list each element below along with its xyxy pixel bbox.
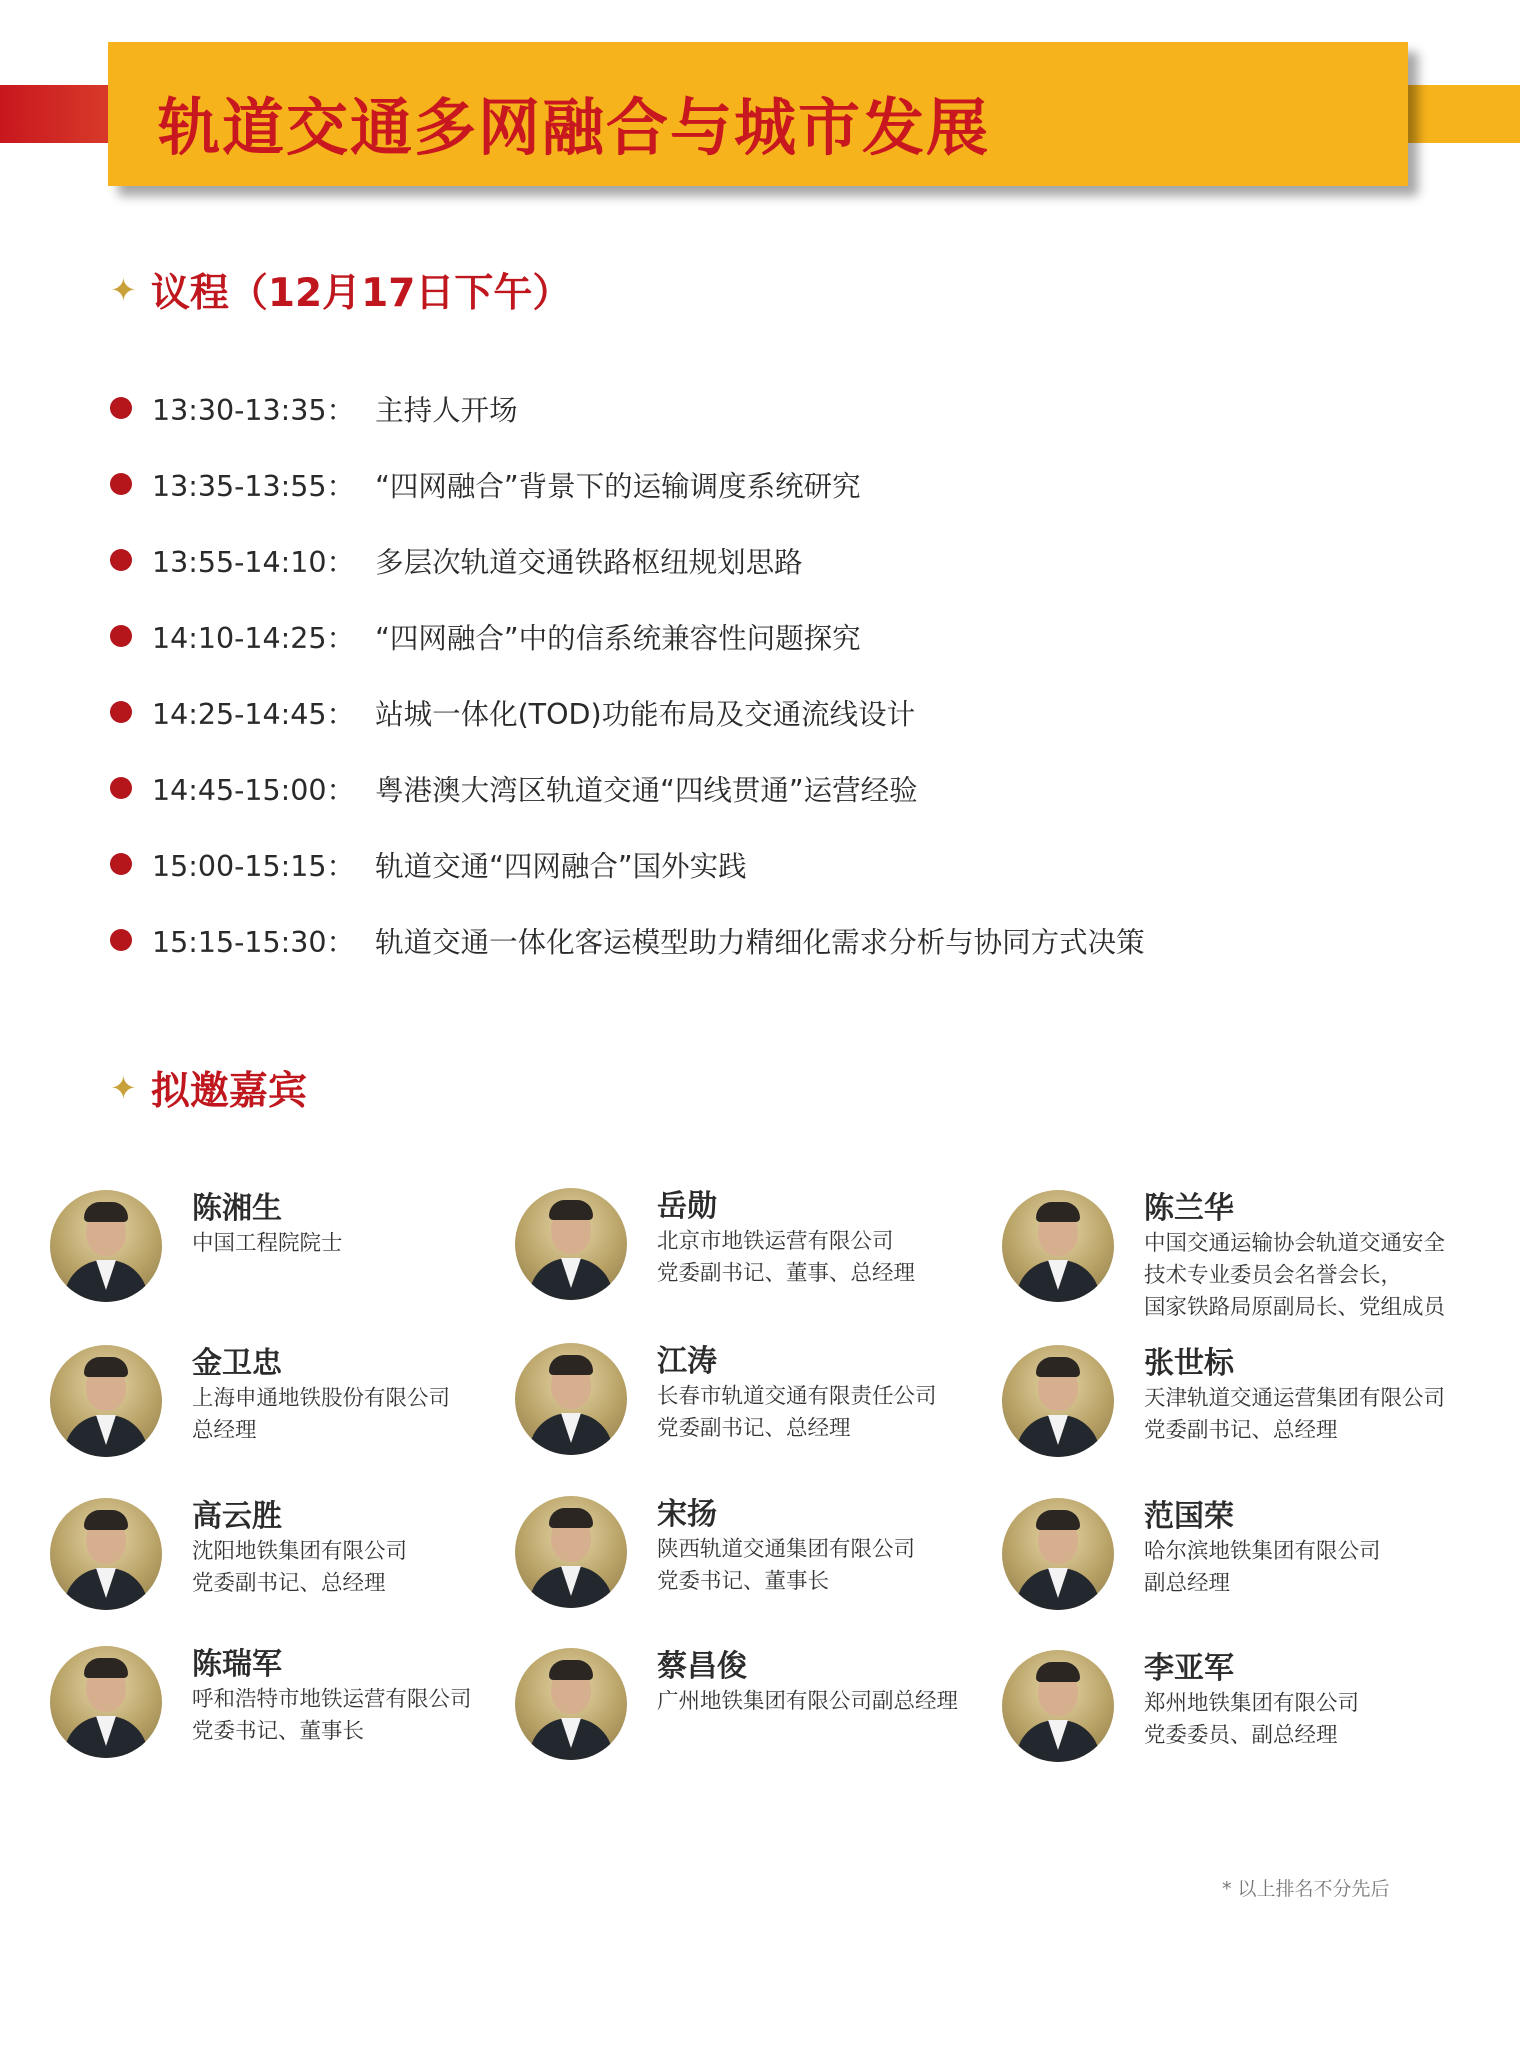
bullet-icon <box>110 777 132 799</box>
guest-card <box>515 1188 915 1300</box>
bullet-icon <box>110 397 132 419</box>
agenda-list <box>110 370 1145 978</box>
guests-heading <box>110 1060 307 1116</box>
bullet-icon <box>110 853 132 875</box>
guest-avatar <box>50 1190 162 1302</box>
guest-name: 范国荣 <box>1144 1499 1234 1534</box>
guest-avatar <box>50 1498 162 1610</box>
guest-name: 蔡昌俊 <box>657 1649 747 1684</box>
agenda-item <box>110 674 1145 750</box>
guest-card <box>1002 1345 1445 1457</box>
guest-avatar <box>515 1648 627 1760</box>
guest-avatar <box>515 1343 627 1455</box>
guest-title: 长春市轨道交通有限责任公司 <box>657 1384 937 1409</box>
guest-title: 党委书记、董事长 <box>192 1719 365 1744</box>
bullet-icon <box>110 701 132 723</box>
agenda-item <box>110 826 1145 902</box>
guest-name: 高云胜 <box>192 1499 282 1534</box>
guest-title: 北京市地铁运营有限公司 <box>657 1229 894 1254</box>
guest-title: 陕西轨道交通集团有限公司 <box>657 1537 916 1562</box>
agenda-topic: “四网融合”中的信系统兼容性问题探究 <box>375 621 861 655</box>
guest-title: 国家铁路局原副局长、党组成员 <box>1144 1295 1446 1320</box>
guest-title: 技术专业委员会名誉会长， <box>1144 1263 1403 1288</box>
guest-card <box>50 1345 450 1457</box>
agenda-time: 13:55-14:10： <box>152 545 356 579</box>
guest-card <box>1002 1190 1445 1324</box>
bullet-icon <box>110 929 132 951</box>
star-icon: ✦ <box>110 1069 137 1107</box>
guests-heading-text: 拟邀嘉宾 <box>150 1069 307 1114</box>
agenda-topic: 粤港澳大湾区轨道交通“四线贯通”运营经验 <box>375 773 918 807</box>
guest-name: 江涛 <box>657 1344 717 1379</box>
guest-title: 总经理 <box>192 1418 257 1443</box>
agenda-topic: 轨道交通“四网融合”国外实践 <box>375 849 747 883</box>
guest-title: 广州地铁集团有限公司副总经理 <box>657 1689 959 1714</box>
bullet-icon <box>110 549 132 571</box>
bullet-icon <box>110 625 132 647</box>
guest-avatar <box>1002 1650 1114 1762</box>
guest-card <box>515 1648 958 1760</box>
title-banner <box>108 42 1408 186</box>
guest-name: 李亚军 <box>1144 1651 1234 1686</box>
guest-title: 党委副书记、总经理 <box>657 1416 851 1441</box>
guest-card <box>50 1190 343 1302</box>
guest-avatar <box>515 1496 627 1608</box>
agenda-item <box>110 446 1145 522</box>
left-red-band <box>0 85 110 143</box>
guest-name: 金卫忠 <box>192 1346 282 1381</box>
bullet-icon <box>110 473 132 495</box>
guest-name: 宋扬 <box>657 1497 717 1532</box>
agenda-item <box>110 522 1145 598</box>
agenda-topic: “四网融合”背景下的运输调度系统研究 <box>375 469 861 503</box>
agenda-item <box>110 370 1145 446</box>
agenda-item <box>110 750 1145 826</box>
agenda-item <box>110 902 1145 978</box>
guest-title: 呼和浩特市地铁运营有限公司 <box>192 1687 472 1712</box>
agenda-heading <box>110 262 571 318</box>
guest-name: 陈湘生 <box>192 1191 282 1226</box>
agenda-time: 14:25-14:45： <box>152 697 356 731</box>
guest-name: 陈兰华 <box>1144 1191 1234 1226</box>
guest-title: 哈尔滨地铁集团有限公司 <box>1144 1539 1381 1564</box>
guest-name: 岳勋 <box>657 1189 717 1224</box>
agenda-time: 14:10-14:25： <box>152 621 356 655</box>
guest-title: 中国工程院院士 <box>192 1231 343 1256</box>
agenda-time: 13:30-13:35： <box>152 393 356 427</box>
guest-avatar <box>1002 1345 1114 1457</box>
agenda-time: 15:00-15:15： <box>152 849 356 883</box>
agenda-heading-text: 议程（12月17日下午） <box>150 271 572 316</box>
guest-title: 中国交通运输协会轨道交通安全 <box>1144 1231 1446 1256</box>
agenda-time: 14:45-15:00： <box>152 773 356 807</box>
guest-title: 副总经理 <box>1144 1571 1231 1596</box>
guest-title: 党委委员、副总经理 <box>1144 1723 1338 1748</box>
footnote: * 以上排名不分先后 <box>1222 1878 1390 1900</box>
guest-card <box>1002 1650 1359 1762</box>
guest-card <box>50 1646 472 1758</box>
guest-title: 党委书记、董事长 <box>657 1569 830 1594</box>
guest-title: 天津轨道交通运营集团有限公司 <box>1144 1386 1446 1411</box>
guest-avatar <box>1002 1498 1114 1610</box>
guest-title: 党委副书记、总经理 <box>1144 1418 1338 1443</box>
guest-title: 上海申通地铁股份有限公司 <box>192 1386 451 1411</box>
guest-title: 沈阳地铁集团有限公司 <box>192 1539 408 1564</box>
guest-avatar <box>50 1345 162 1457</box>
guest-card <box>515 1343 937 1455</box>
guest-name: 张世标 <box>1144 1346 1234 1381</box>
agenda-topic: 轨道交通一体化客运模型助力精细化需求分析与协同方式决策 <box>375 925 1145 959</box>
guest-avatar <box>50 1646 162 1758</box>
star-icon: ✦ <box>110 271 137 309</box>
guest-card <box>515 1496 915 1608</box>
agenda-item <box>110 598 1145 674</box>
agenda-topic: 多层次轨道交通铁路枢纽规划思路 <box>375 545 803 579</box>
agenda-topic: 站城一体化(TOD)功能布局及交通流线设计 <box>375 697 916 731</box>
guest-name: 陈瑞军 <box>192 1647 282 1682</box>
guest-title: 党委副书记、董事、总经理 <box>657 1261 916 1286</box>
agenda-time: 13:35-13:55： <box>152 469 356 503</box>
guest-avatar <box>1002 1190 1114 1302</box>
guest-avatar <box>515 1188 627 1300</box>
right-gold-band <box>1400 85 1520 143</box>
page-title: 轨道交通多网融合与城市发展 <box>158 91 991 164</box>
guest-title: 党委副书记、总经理 <box>192 1571 386 1596</box>
agenda-topic: 主持人开场 <box>375 393 518 427</box>
agenda-time: 15:15-15:30： <box>152 925 356 959</box>
guest-title: 郑州地铁集团有限公司 <box>1144 1691 1360 1716</box>
guest-card <box>50 1498 407 1610</box>
guest-card <box>1002 1498 1381 1610</box>
